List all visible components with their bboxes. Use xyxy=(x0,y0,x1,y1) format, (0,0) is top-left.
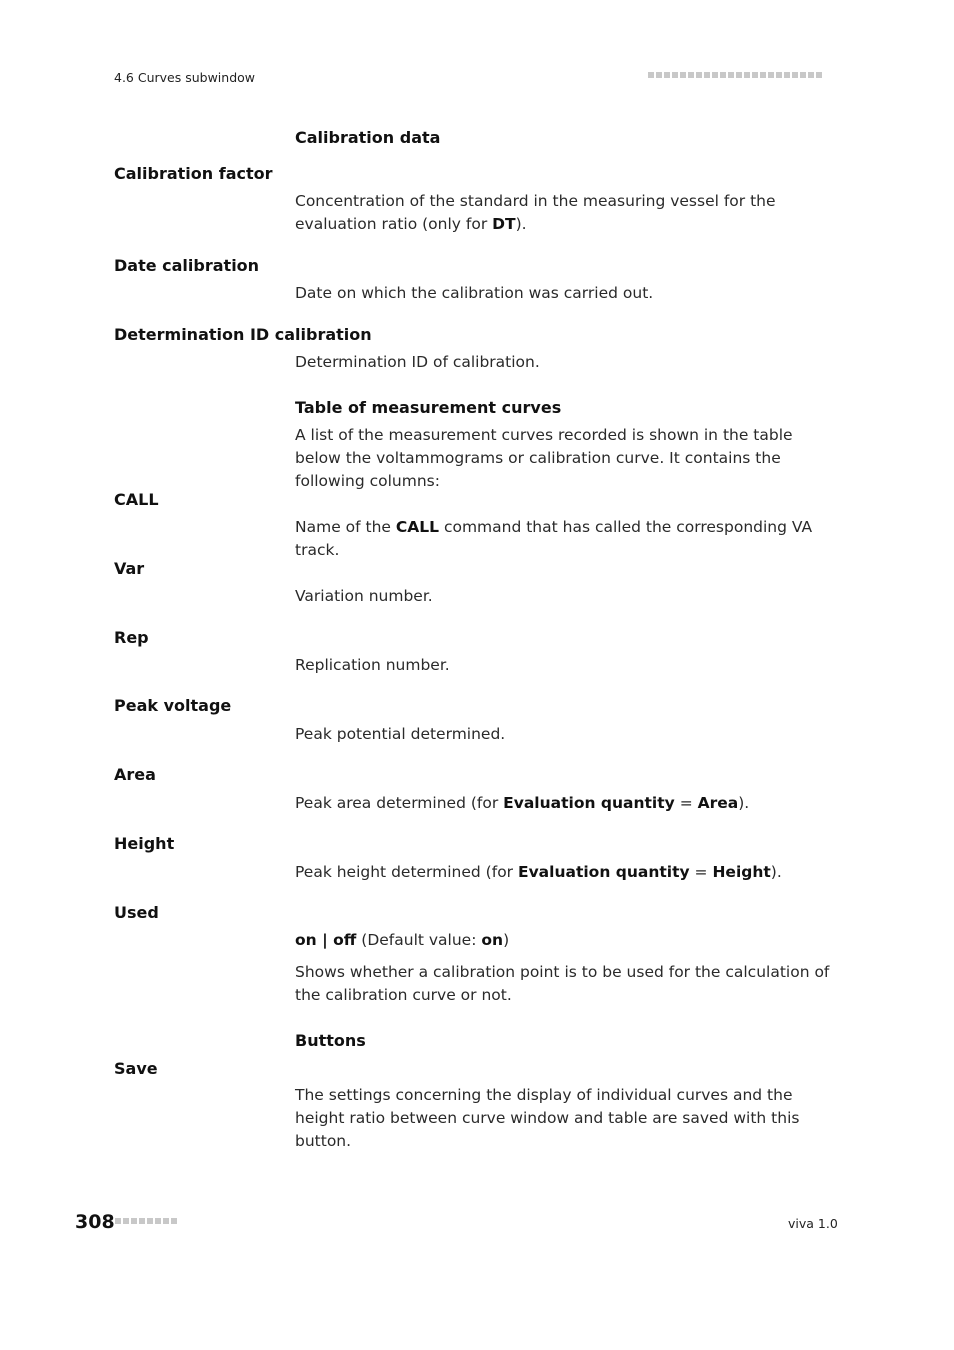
term-save: Save xyxy=(114,1059,158,1078)
term-peak-voltage: Peak voltage xyxy=(114,696,232,715)
term-calibration-factor: Calibration factor xyxy=(114,164,273,183)
desc-save: The settings concerning the display of individual curves and the height ratio between curve window and table are saved with this button. xyxy=(295,1086,800,1150)
used-values: on | off (Default value: on) xyxy=(295,931,510,949)
term-height: Height xyxy=(114,834,175,853)
section-heading-buttons: Buttons xyxy=(295,1031,366,1050)
desc-peak-voltage: Peak potential determined. xyxy=(295,725,506,743)
page-number: 308 xyxy=(75,1211,115,1233)
desc-calibration-factor: Concentration of the standard in the measuring vessel for the evaluation ratio (only for DT). xyxy=(295,192,776,233)
product-version: viva 1.0 xyxy=(788,1216,838,1231)
term-call: CALL xyxy=(114,490,159,509)
desc-determination-id-calibration: Determination ID of calibration. xyxy=(295,353,540,371)
desc-table-intro: A list of the measurement curves recorded is shown in the table below the voltammograms or calibration curve. It contains the following columns: xyxy=(295,426,793,490)
desc-date-calibration: Date on which the calibration was carried out. xyxy=(295,284,654,302)
desc-height: Peak height determined (for Evaluation quantity = Height). xyxy=(295,863,782,881)
desc-used: Shows whether a calibration point is to be used for the calculation of the calibration curve or not. xyxy=(295,963,830,1004)
term-date-calibration: Date calibration xyxy=(114,256,260,275)
desc-area: Peak area determined (for Evaluation quantity = Area). xyxy=(295,794,750,812)
term-var: Var xyxy=(114,559,145,578)
term-used: Used xyxy=(114,903,159,922)
term-area: Area xyxy=(114,765,156,784)
running-header-section: 4.6 Curves subwindow xyxy=(114,70,256,85)
section-heading-calibration-data: Calibration data xyxy=(295,128,441,147)
desc-call: Name of the CALL command that has called the corresponding VA track. xyxy=(295,518,813,559)
footer-decoration xyxy=(115,1218,177,1224)
section-heading-table: Table of measurement curves xyxy=(295,398,562,417)
desc-rep: Replication number. xyxy=(295,656,450,674)
term-determination-id-calibration: Determination ID calibration xyxy=(114,325,372,344)
desc-var: Variation number. xyxy=(295,587,433,605)
header-decoration xyxy=(648,72,822,78)
term-rep: Rep xyxy=(114,628,149,647)
